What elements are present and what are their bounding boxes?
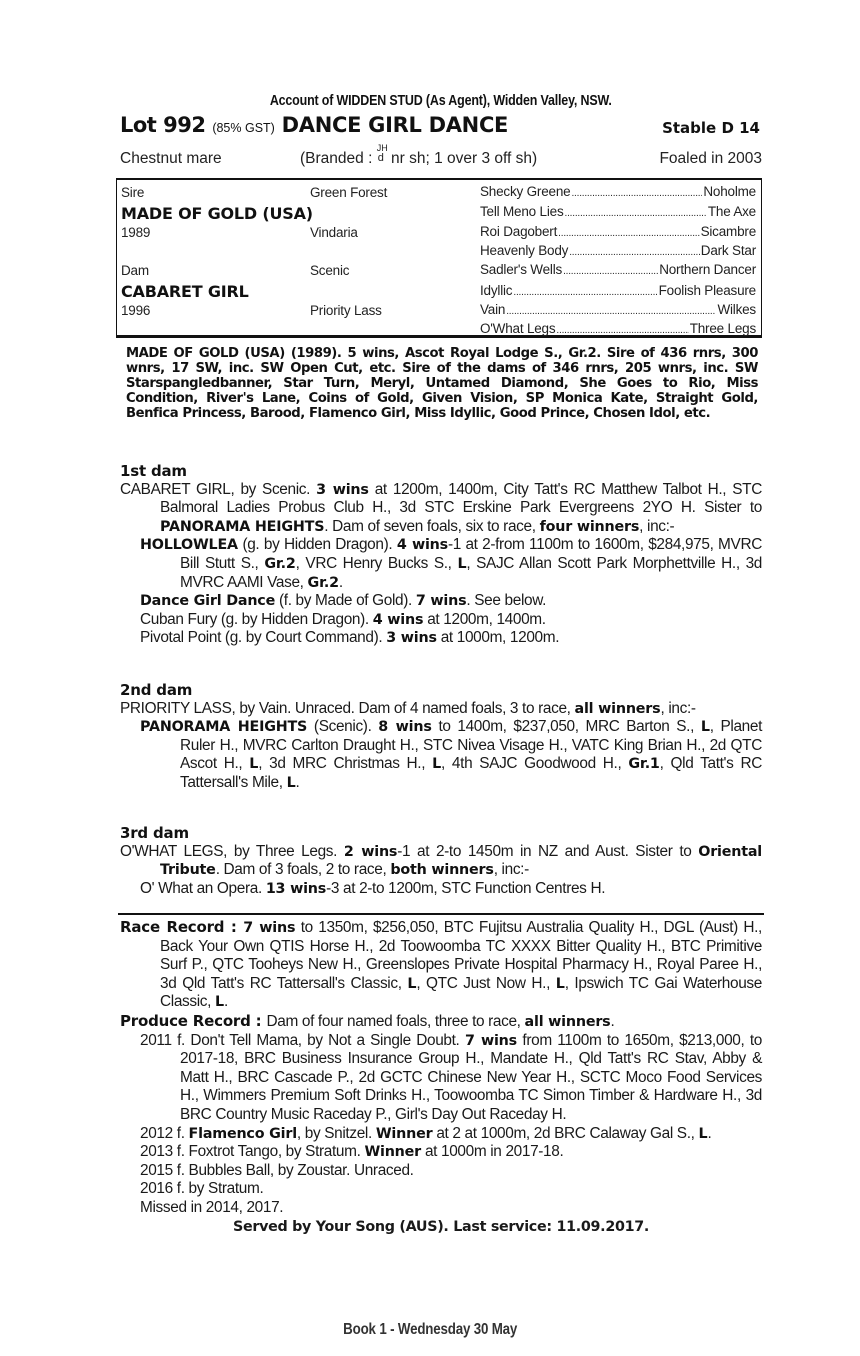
text: 2013 f. Foxtrot Tango, by Stratum.	[140, 1143, 365, 1161]
leader-dots	[569, 247, 700, 258]
text: , SAJC Allan Scott Park Morphettville H., 3d MVRC AAMI Vase,	[180, 554, 763, 591]
bold-text: L	[457, 555, 467, 572]
text: , by Snitzel.	[296, 1124, 376, 1142]
first-dam-section	[120, 462, 762, 648]
color-sex: Chestnut mare	[120, 150, 222, 167]
bold-text: 3 wins	[316, 481, 369, 498]
ancestor-row	[480, 204, 756, 223]
dam-name: CABARET GIRL	[121, 282, 249, 301]
text: , inc:-	[639, 517, 675, 535]
text: , 3d MRC Christmas H.,	[258, 755, 433, 773]
text: . Dam of seven foals, six to race,	[324, 517, 540, 535]
text: Pivotal Point (g. by Court Command).	[140, 629, 387, 647]
ancestor-left: Idyllic	[480, 283, 513, 298]
leader-dots	[563, 266, 658, 277]
leader-dots	[506, 306, 716, 317]
bold-text: L	[698, 1125, 708, 1142]
text: to 1350m, $256,050, BTC Fujitsu Australia Quality H., DGL (Aust) H., Back Your Own QTIS Horse H., 2d Toowoomba TC XXXX Bitter Quality H., BTC Primitive Surf P., QTC Tooheys New H., Greenslopes Private Hospital Pharmacy H., Royal Paree H., 3d Qld Tatt's RC Tattersall's Classic,	[160, 919, 762, 992]
text: , Planet Ruler H., MVRC Carlton Draught H., STC Nivea Visage H., VATC King Brian H., 2d QTC Ascot H.,	[180, 718, 762, 773]
third-dam-section	[120, 824, 762, 898]
text: at 1200m, 1400m, City Tatt's RC Matthew Talbot H., STC Balmoral Ladies Probus Club H., 3d STC Erskine Park Evergreens 2YO H. Sister to	[160, 480, 762, 517]
text: , 4th SAJC Goodwood H.,	[441, 755, 629, 773]
text: at 1200m, 1400m.	[423, 610, 546, 628]
ancestor-row	[480, 224, 756, 243]
lot-title-line	[120, 113, 762, 141]
text: O'WHAT LEGS, by Three Legs.	[120, 842, 344, 860]
bold-text: 7 wins	[243, 920, 296, 936]
produce-entry-missed	[120, 1199, 762, 1218]
text: -1 at 2-to 1450m in NZ and Aust. Sister to	[397, 842, 699, 860]
leader-dots	[556, 325, 688, 336]
text: 2016 f. by Stratum.	[140, 1180, 264, 1198]
foal-name: Dance Girl Dance	[140, 593, 276, 610]
text: .	[610, 1012, 615, 1030]
bold-text: Gr.2	[307, 574, 339, 591]
dam-label: Dam	[121, 263, 149, 278]
bold-text: L	[700, 719, 710, 736]
bold-text: L	[555, 975, 565, 992]
bold-text: L	[286, 774, 296, 791]
foal-entry-o-what-an-opera	[120, 880, 762, 899]
sire-sire: Green Forest	[310, 185, 388, 200]
foal-entry-dance-girl-dance	[120, 592, 762, 611]
bold-text: 13 wins	[265, 880, 327, 897]
bold-text: Gr.1	[628, 756, 660, 773]
foal-name: PANORAMA HEIGHTS	[140, 719, 308, 736]
text: .	[707, 1124, 712, 1142]
ancestor-right: Dark Star	[700, 243, 756, 258]
text: PRIORITY LASS, by Vain. Unraced. Dam of 4 named foals, 3 to race,	[120, 699, 575, 717]
brand-mark-bottom: d	[377, 152, 384, 164]
brand-mark	[376, 143, 388, 164]
ancestor-left: Vain	[480, 302, 506, 317]
pedigree-table	[116, 178, 762, 338]
text: at 1000m in 2017-18.	[421, 1143, 564, 1161]
vendor-account-line	[120, 93, 762, 109]
produce-record	[120, 1012, 762, 1032]
dam-sire: Scenic	[310, 263, 350, 278]
bold-text: all winners	[574, 700, 661, 717]
leader-dots	[558, 228, 699, 239]
sire-year: 1989	[121, 225, 151, 240]
brand-suffix: nr sh; 1 over 3 off sh)	[391, 150, 538, 167]
ancestor-left: Shecky Greene	[480, 184, 571, 199]
bold-text: L	[432, 756, 442, 773]
horse-name: DANCE GIRL DANCE	[281, 113, 509, 137]
text: 2012 f.	[140, 1124, 189, 1142]
ancestor-left: Heavenly Body	[480, 243, 569, 258]
second-dam-heading: 2nd dam	[120, 681, 193, 699]
served-by-note: Served by Your Song (AUS). Last service: 11.09.2017.	[232, 1218, 650, 1235]
book-date: Book 1 - Wednesday 30 May	[342, 1321, 517, 1338]
text: -1 at 2-from 1100m to 1600m, $284,975, MVRC Bill Stutt S.,	[180, 536, 762, 572]
records-section	[120, 918, 762, 1236]
text: to 1400m, $237,050, MRC Barton S.,	[431, 718, 701, 736]
text: Dam of four named foals, three to race,	[266, 1012, 525, 1030]
text: .	[338, 573, 343, 591]
ancestor-left: Roi Dagobert	[480, 224, 558, 239]
bold-text: L	[407, 975, 417, 992]
text: , inc:-	[660, 699, 696, 717]
foal-entry-cuban-fury	[120, 611, 762, 630]
text: (Scenic).	[307, 718, 379, 736]
text: , inc:-	[493, 861, 529, 879]
dam-dam: Priority Lass	[310, 303, 382, 318]
text: from 1100m to 1650m, $213,000, to 2017-18, BRC Business Insurance Group H., Mandate H., Qld Tatt's RC Stav, Abby & Matt H., BRC Cascade P., 2d GCTC Chinese New Year H., SCTC Moco Food Services H., Wimmers Premium Soft Drinks H., Toowoomba TC Simon Timber & Hardware H., 3d BRC Country Music Raceday P., Girl's Day Out Raceday H.	[180, 1031, 762, 1123]
text: (f. by Made of Gold).	[275, 592, 416, 610]
sire-name: MADE OF GOLD (USA)	[121, 204, 313, 223]
leader-dots	[565, 208, 707, 219]
ancestor-right: Northern Dancer	[659, 262, 756, 277]
lot-heading	[120, 113, 508, 137]
race-record	[120, 918, 762, 1012]
leader-dots	[513, 287, 657, 298]
dam-year: 1996	[121, 303, 151, 318]
brand-prefix: (Branded :	[300, 150, 373, 167]
text: -3 at 2-to 1200m, STC Function Centres H.	[326, 879, 606, 897]
bold-text: 4 wins	[372, 611, 424, 628]
ancestor-row	[480, 283, 756, 302]
bold-text: Flamenco Girl	[188, 1125, 297, 1142]
ancestor-row	[480, 302, 756, 321]
ancestor-right: Noholme	[703, 184, 756, 199]
text: , Qld Tatt's RC Tattersall's Mile,	[180, 755, 762, 791]
text: .	[223, 993, 228, 1011]
produce-entry-2011	[120, 1032, 762, 1125]
bold-text: 7 wins	[415, 593, 467, 610]
bold-text: Winner	[375, 1125, 433, 1142]
bold-text: L	[249, 756, 259, 773]
bold-text: four winners	[539, 518, 640, 535]
produce-entry-2013	[120, 1143, 762, 1162]
brand-mark-top: JH	[376, 143, 388, 153]
foal-name: HOLLOWLEA	[140, 537, 238, 554]
text: . See below.	[466, 592, 547, 610]
ancestor-right: The Axe	[707, 204, 756, 219]
foal-entry-panorama-heights	[120, 718, 762, 792]
brand-description	[300, 143, 538, 168]
first-dam-text	[120, 481, 762, 537]
bold-text: Oriental Tribute	[160, 843, 763, 879]
produce-entry-2015	[120, 1162, 762, 1181]
second-dam-section	[120, 681, 762, 793]
bold-text: L	[215, 994, 224, 1011]
text: Cuban Fury (g. by Hidden Dragon).	[140, 610, 373, 628]
text: , Ipswich TC Gai Waterhouse Classic,	[160, 974, 762, 1011]
bold-text: 4 wins	[396, 537, 448, 554]
ancestor-right: Foolish Pleasure	[658, 283, 756, 298]
text: CABARET GIRL, by Scenic.	[120, 480, 317, 498]
bold-text: Winner	[364, 1144, 422, 1161]
first-dam-heading: 1st dam	[120, 462, 187, 480]
text: . Dam of 3 foals, 2 to race,	[215, 861, 391, 879]
text: 2015 f. Bubbles Ball, by Zoustar. Unraced.	[140, 1161, 414, 1179]
page-footer	[0, 1321, 860, 1339]
text: 2011 f. Don't Tell Mama, by Not a Single Doubt.	[140, 1031, 465, 1049]
ancestor-row	[480, 184, 756, 203]
sire-summary: MADE OF GOLD (USA) (1989). 5 wins, Ascot Royal Lodge S., Gr.2. Sire of 436 rnrs, 300 wnrs, 17 SW, inc. SW Open Cut, etc. Sire of the dams of 346 rnrs, 205 wnrs, inc. SW Starspangledbanner, Star Turn, Meryl, Untamed Diamond, She Goes to Rio, Miss Condition, River's Lane, Coins of Gold, Given Vision, SP Monica Kate, Straight Gold, Benfica Princess, Barood, Flamenco Girl, Miss Idyllic, Good Prince, Chosen Idol, etc.	[126, 346, 758, 421]
lot-number: Lot 992	[120, 113, 206, 137]
text: Missed in 2014, 2017.	[140, 1198, 284, 1216]
produce-entry-2016	[120, 1180, 762, 1199]
foal-entry-hollowlea	[120, 536, 762, 592]
ancestor-row	[480, 243, 756, 262]
vendor-account-text: Account of WIDDEN STUD (As Agent), Widden Valley, NSW.	[270, 93, 612, 109]
gst-note: (85% GST)	[212, 121, 275, 135]
produce-record-label: Produce Record :	[120, 1011, 267, 1030]
horse-description-line	[120, 143, 762, 170]
second-dam-text	[120, 700, 762, 719]
text: at 1000m, 1200m.	[436, 629, 560, 647]
text: .	[295, 773, 300, 791]
text: (g. by Hidden Dragon).	[237, 536, 397, 554]
produce-entry-2012	[120, 1125, 762, 1144]
ancestor-right: Wilkes	[717, 302, 756, 317]
foaled-year: Foaled in 2003	[659, 150, 762, 167]
third-dam-heading: 3rd dam	[120, 824, 189, 842]
bold-text: 2 wins	[343, 843, 398, 860]
leader-dots	[571, 188, 702, 199]
bold-text: all winners	[524, 1013, 611, 1030]
ancestor-right: Three Legs	[689, 321, 756, 336]
section-divider	[118, 913, 764, 915]
race-record-label: Race Record :	[120, 918, 244, 936]
ancestor-left: Sadler's Wells	[480, 262, 563, 277]
bold-text: 7 wins	[464, 1032, 517, 1049]
sire-label: Sire	[121, 185, 145, 200]
ancestor-left: O'What Legs	[480, 321, 556, 336]
bold-text: Gr.2	[264, 555, 296, 572]
bold-text: 8 wins	[378, 719, 432, 736]
stable-location: Stable D 14	[662, 119, 760, 137]
third-dam-text	[120, 843, 762, 880]
ancestor-row	[480, 321, 756, 340]
ancestor-left: Tell Meno Lies	[480, 204, 564, 219]
bold-text: 3 wins	[386, 630, 437, 647]
bold-text: PANORAMA HEIGHTS	[160, 518, 325, 535]
text: at 2 at 1000m, 2d BRC Calaway Gal S.,	[432, 1124, 699, 1142]
text: , VRC Henry Bucks S.,	[295, 554, 458, 572]
text: O' What an Opera.	[140, 879, 266, 897]
foal-entry-pivotal-point	[120, 629, 762, 648]
text: , QTC Just Now H.,	[416, 974, 556, 992]
ancestor-row	[480, 262, 756, 281]
ancestor-right: Sicambre	[700, 224, 756, 239]
bold-text: both winners	[390, 862, 494, 879]
sire-dam: Vindaria	[310, 225, 358, 240]
